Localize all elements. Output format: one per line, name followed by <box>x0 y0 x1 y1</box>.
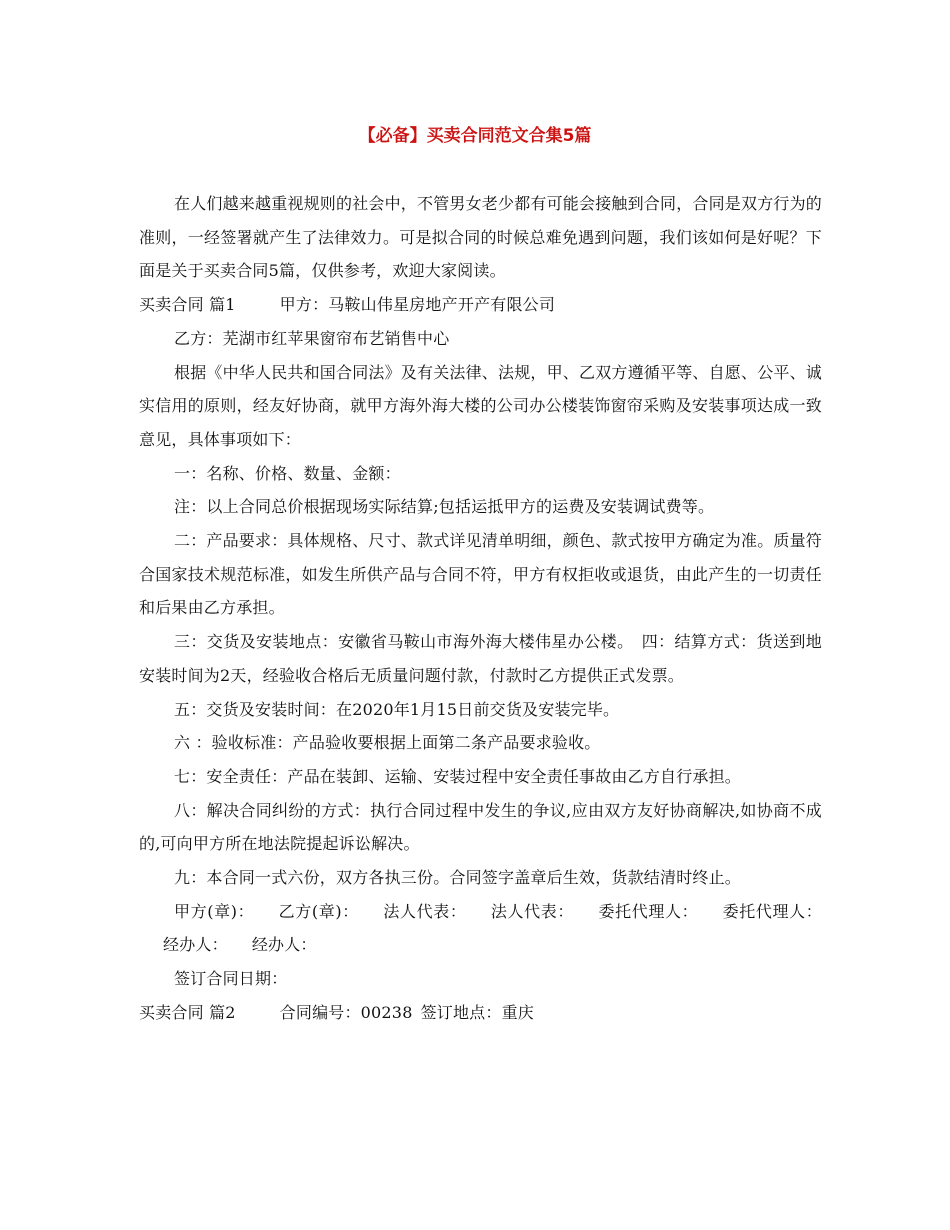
agent-party-a: 委托代理人： <box>598 901 699 921</box>
note-paragraph: 注：以上合同总价根据现场实际结算;包括运抵甲方的运费及安装调试费等。 <box>174 497 715 517</box>
handler-party-a: 经办人： <box>163 935 228 955</box>
agent-party-b: 委托代理人： <box>722 901 822 921</box>
contract2-heading: 买卖合同 篇2 <box>139 1002 236 1022</box>
intro-paragraph: 在人们越来越重视规则的社会中，不管男女老少都有可能会接触到合同，合同是双方行为的准则，一经签署就产生了法律效力。可是拟合同的时候总难免遇到问题，我们该如何是好呢？下面是关于买卖合同5篇，仅供参考，欢迎大家阅读。 <box>139 194 823 281</box>
sign-party-a: 甲方(章)： <box>174 901 255 921</box>
contract2-heading-line <box>139 996 822 1030</box>
handler-party-b: 经办人： <box>251 935 317 955</box>
clause-3-4-paragraph <box>139 625 822 692</box>
preamble-paragraph: 根据《中华人民共和国合同法》及有关法律、法规，甲、乙双方遵循平等、自愿、公平、诚实信用的原则，经友好协商，就甲方海外海大楼的公司办公楼装饰窗帘采购及安装事项达成一致意见，具体事项如下： <box>139 362 823 449</box>
contract2-number: 合同编号：00238 <box>279 1002 413 1022</box>
contract1-heading-line <box>139 288 822 322</box>
party-a: 甲方：马鞍山伟星房地产开产有限公司 <box>279 295 556 315</box>
sign-party-b: 乙方(章)： <box>278 901 359 921</box>
clause-6: 六 ：验收标准：产品验收要根据上面第二条产品要求验收。 <box>174 733 601 753</box>
clause-3: 三：交货及安装地点：安徽省马鞍山市海外海大楼伟星办公楼。 <box>174 632 634 652</box>
document-body <box>139 187 822 1030</box>
sign-date: 签订合同日期： <box>174 969 288 989</box>
rep-party-b: 法人代表： <box>490 901 575 921</box>
clause-1: 一：名称、价格、数量、金额： <box>174 463 401 483</box>
clause-4: 四：结算方式：货送到地安装时间为2天，经验收合格后无质量问题付款，付款时乙方提供正式发票。 <box>139 632 822 685</box>
clause-2: 二：产品要求：具体规格、尺寸、款式详见清单明细，颜色、款式按甲方确定为准。质量符合国家技术规范标准，如发生所供产品与合同不符，甲方有权拒收或退货，由此产生的一切责任和后果由乙方承担。 <box>139 531 823 618</box>
contract2-place: 签订地点：重庆 <box>420 1002 534 1022</box>
document-title: 【必备】买卖合同范文合集5篇 <box>358 126 592 146</box>
party-b: 乙方：芜湖市红苹果窗帘布艺销售中心 <box>174 328 450 348</box>
clause-7: 七：安全责任：产品在装卸、运输、安装过程中安全责任事故由乙方自行承担。 <box>174 766 742 786</box>
signature-block <box>139 895 822 962</box>
contract1-heading: 买卖合同 篇1 <box>139 295 236 315</box>
rep-party-a: 法人代表： <box>382 901 467 921</box>
clause-8: 八：解决合同纠纷的方式：执行合同过程中发生的争议,应由双方友好协商解决,如协商不成的,可向甲方所在地法院提起诉讼解决。 <box>139 800 822 854</box>
clause-9: 九：本合同一式六份，双方各执三份。合同签字盖章后生效，货款结清时终止。 <box>174 868 742 888</box>
clause-5: 五：交货及安装时间：在2020年1月15日前交货及安装完毕。 <box>174 699 620 719</box>
